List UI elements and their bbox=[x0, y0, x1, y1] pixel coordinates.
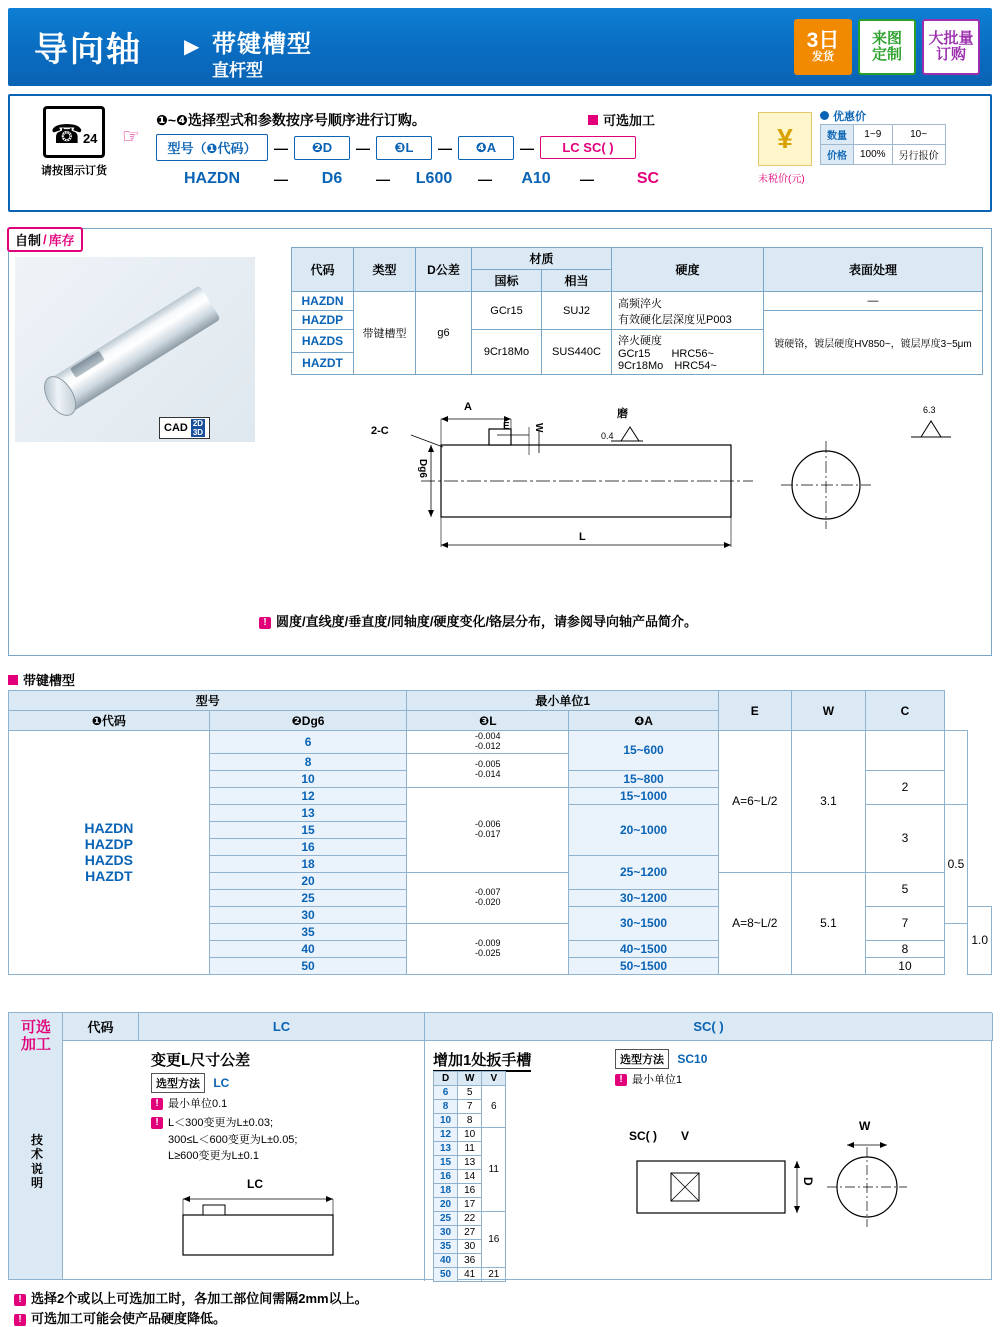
dwv-d-18: 18 bbox=[434, 1184, 458, 1198]
technical-drawing bbox=[291, 397, 991, 577]
price-qty-label: 数量 bbox=[821, 125, 854, 145]
dwv-w-15: 13 bbox=[458, 1156, 482, 1170]
cad-label: CAD bbox=[164, 422, 188, 434]
sc-dwv-table bbox=[433, 1071, 506, 1282]
lc-pane bbox=[139, 1041, 425, 1281]
sc-pick-method bbox=[615, 1049, 707, 1069]
th-dtol: D公差 bbox=[416, 248, 472, 292]
lc-unit bbox=[151, 1095, 227, 1111]
hardness-line-4b: HRC56~ bbox=[671, 348, 714, 360]
arrow-icon: ▶ bbox=[184, 36, 200, 58]
dwv-w-8: 7 bbox=[458, 1100, 482, 1114]
dim-label-e: E bbox=[503, 421, 510, 432]
badge-3day-small: 发货 bbox=[812, 51, 834, 64]
dwv-d-6: 6 bbox=[434, 1086, 458, 1100]
dwv-v-21: 21 bbox=[482, 1268, 506, 1282]
lc-body bbox=[151, 1115, 297, 1165]
main-section-label: 带键槽型 bbox=[23, 673, 76, 688]
dash-2: — bbox=[356, 139, 370, 156]
list-item bbox=[434, 1128, 506, 1142]
d-value-10: 10 bbox=[209, 770, 407, 787]
sc-title-text: 增加1处扳手槽 bbox=[433, 1052, 531, 1072]
ex-dash-2: — bbox=[376, 171, 390, 187]
header-badges bbox=[794, 19, 980, 75]
tol-2: -0.005 -0.014 bbox=[407, 753, 569, 787]
yen-icon: ¥ bbox=[758, 112, 812, 166]
tol-3: -0.006 -0.017 bbox=[407, 787, 569, 872]
dwv-w-18: 16 bbox=[458, 1184, 482, 1198]
w-value-empty-1 bbox=[866, 731, 944, 771]
d-value-40: 40 bbox=[209, 940, 407, 957]
hardness-line-5b: HRC54~ bbox=[674, 360, 717, 372]
price-table bbox=[820, 124, 946, 165]
w-value-3: 3 bbox=[866, 804, 944, 872]
c-value-10: 1.0 bbox=[968, 906, 992, 974]
badge-bulk-big: 大批量 bbox=[928, 30, 974, 48]
order-cell-a: ❹A bbox=[458, 136, 514, 160]
dwv-d-50: 50 bbox=[434, 1268, 458, 1282]
l-range-2: 15~800 bbox=[569, 770, 719, 787]
th-l: ❸L bbox=[407, 711, 569, 731]
list-item bbox=[434, 1268, 506, 1282]
ex-dash-1: — bbox=[274, 171, 288, 187]
sc-unit-text: 最小单位1 bbox=[632, 1074, 683, 1086]
tag-made: 自制 bbox=[15, 233, 42, 248]
c-value-05: 0.5 bbox=[944, 804, 968, 923]
tol-5: -0.009 -0.025 bbox=[407, 923, 569, 974]
dwv-v-6: 6 bbox=[482, 1086, 506, 1128]
lc-pick-method bbox=[151, 1073, 229, 1093]
optional-machining-title bbox=[588, 110, 655, 129]
d-value-30: 30 bbox=[209, 906, 407, 923]
dwv-w-20: 17 bbox=[458, 1198, 482, 1212]
d-value-8: 8 bbox=[209, 753, 407, 770]
phone-icon: ☎24 bbox=[43, 106, 105, 158]
lc-body-2: 300≤L＜600变更为L±0.05; bbox=[168, 1133, 298, 1146]
dwv-th-v: V bbox=[482, 1072, 506, 1086]
lc-figure-label: LC bbox=[247, 1177, 263, 1191]
dwv-w-12: 10 bbox=[458, 1128, 482, 1142]
l-range-1: 15~600 bbox=[569, 731, 719, 771]
spec-head-row-1 bbox=[292, 248, 983, 270]
option-left-title: 可选 加工 bbox=[20, 1019, 51, 1054]
example-d: D6 bbox=[321, 170, 343, 187]
footnote-1-text: 选择2个或以上可选加工时，各加工部位间需隔2mm以上。 bbox=[31, 1291, 368, 1306]
lc-pick-value: LC bbox=[213, 1076, 230, 1090]
dwv-w-13: 11 bbox=[458, 1142, 482, 1156]
sc-title bbox=[433, 1049, 531, 1070]
dwv-d-20: 20 bbox=[434, 1198, 458, 1212]
th-code-2: ❶代码 bbox=[9, 711, 210, 731]
order-instructions-box bbox=[8, 94, 992, 212]
th-w: W bbox=[791, 691, 866, 731]
shaft-body bbox=[49, 285, 221, 413]
exclamation-icon-lc2: ! bbox=[151, 1117, 163, 1129]
hardness-line-5a: 9Cr18Mo bbox=[618, 360, 664, 372]
dash-1: — bbox=[274, 139, 288, 156]
dwv-d-16: 16 bbox=[434, 1170, 458, 1184]
lc-title: 变更L尺寸公差 bbox=[151, 1052, 251, 1069]
spec-type-value: 带键槽型 bbox=[354, 292, 416, 375]
blue-dot-icon bbox=[820, 111, 829, 120]
dwv-d-13: 13 bbox=[434, 1142, 458, 1156]
option-th-lc: LC bbox=[139, 1013, 425, 1040]
d-value-13: 13 bbox=[209, 804, 407, 821]
dash-3: — bbox=[438, 139, 452, 156]
pink-square-icon-2 bbox=[8, 675, 18, 685]
optional-machining-label: 可选加工 bbox=[603, 113, 656, 128]
dwv-w-50: 41 bbox=[458, 1268, 482, 1282]
dash-4: — bbox=[520, 139, 534, 156]
dwv-w-35: 30 bbox=[458, 1240, 482, 1254]
sc-pane bbox=[425, 1041, 993, 1281]
order-code-row bbox=[156, 134, 636, 161]
option-left-column bbox=[9, 1013, 63, 1279]
price-box bbox=[758, 106, 980, 198]
th-c: C bbox=[866, 691, 944, 731]
lc-body-1: L＜300变更为L±0.03; bbox=[168, 1117, 274, 1129]
e-value-2: 5.1 bbox=[791, 872, 866, 974]
hardness-line-3: 淬火硬度 bbox=[618, 335, 662, 347]
ex-dash-4: — bbox=[580, 171, 594, 187]
pointing-hand-icon: ☞ bbox=[122, 126, 140, 148]
w-value-7: 7 bbox=[866, 906, 944, 940]
spec-surface-1: — bbox=[764, 292, 983, 311]
exclamation-icon-f1: ! bbox=[14, 1294, 26, 1306]
footnote-1 bbox=[14, 1288, 368, 1307]
dwv-w-30: 27 bbox=[458, 1226, 482, 1240]
tag-stock: 库存 bbox=[48, 233, 75, 248]
dim-label-ra04: 0.4 bbox=[601, 431, 614, 441]
tax-note: 未税价(元) bbox=[758, 174, 805, 185]
dwv-th-d: D bbox=[434, 1072, 458, 1086]
example-a: A10 bbox=[521, 170, 551, 187]
exclamation-icon-f2: ! bbox=[14, 1314, 26, 1326]
a-value-2: A=8~L/2 bbox=[718, 872, 791, 974]
dwv-d-40: 40 bbox=[434, 1254, 458, 1268]
order-cell-l: ❸L bbox=[376, 136, 432, 160]
l-range-3: 15~1000 bbox=[569, 787, 719, 804]
list-item bbox=[434, 1212, 506, 1226]
price-row-price bbox=[821, 145, 946, 165]
sc-figure bbox=[615, 1101, 985, 1271]
lc-pick-label: 选型方法 bbox=[151, 1073, 205, 1093]
dwv-d-8: 8 bbox=[434, 1100, 458, 1114]
tol-1: -0.004 -0.012 bbox=[407, 731, 569, 754]
page-header bbox=[8, 8, 992, 86]
price-title-label: 优惠价 bbox=[833, 111, 866, 123]
lc-figure bbox=[169, 1177, 369, 1271]
hardness-line-2: 有效硬化层深度见P003 bbox=[618, 313, 732, 326]
option-header-row bbox=[63, 1013, 993, 1041]
spec-code-hazdt: HAZDT bbox=[292, 352, 354, 375]
d-value-50: 50 bbox=[209, 957, 407, 974]
th-model: 型号 bbox=[9, 691, 407, 711]
price-price-v1: 100% bbox=[854, 145, 893, 165]
price-qty-v2: 10~ bbox=[892, 125, 945, 145]
cad-3d-label: 3D bbox=[192, 428, 204, 437]
th-surface: 表面处理 bbox=[764, 248, 983, 292]
table-row bbox=[9, 731, 992, 754]
model-code-1: HAZDN bbox=[84, 820, 134, 837]
sc-figure-label: SC( ) bbox=[629, 1129, 657, 1143]
l-range-7: 30~1500 bbox=[569, 906, 719, 940]
hardness-line-4a: GCr15 bbox=[618, 348, 651, 360]
spec-hardness-1 bbox=[612, 292, 764, 330]
w-value-2: 2 bbox=[866, 770, 944, 804]
a-value-1: A=6~L/2 bbox=[718, 731, 791, 873]
w-value-8: 8 bbox=[866, 940, 944, 957]
sc-figure-w-label: W bbox=[859, 1119, 871, 1133]
dim-label-a: A bbox=[464, 401, 472, 413]
exclamation-icon-lc: ! bbox=[151, 1098, 163, 1110]
badge-custom-big: 来图 bbox=[871, 30, 902, 48]
l-range-6: 30~1200 bbox=[569, 889, 719, 906]
th-minunit: 最小单位1 bbox=[407, 691, 718, 711]
dimension-table bbox=[8, 690, 992, 975]
badge-bulk-small: 订购 bbox=[935, 46, 966, 63]
l-range-4: 20~1000 bbox=[569, 804, 719, 855]
dwv-w-40: 36 bbox=[458, 1254, 482, 1268]
tol-4: -0.007 -0.020 bbox=[407, 872, 569, 923]
w-value-10: 10 bbox=[866, 957, 944, 974]
spec-dtol-value: g6 bbox=[416, 292, 472, 375]
dwv-d-10: 10 bbox=[434, 1114, 458, 1128]
exclamation-icon-sc: ! bbox=[615, 1074, 627, 1086]
spec-code-hazds: HAZDS bbox=[292, 330, 354, 353]
dwv-head bbox=[434, 1072, 506, 1086]
optional-machining-box bbox=[8, 1012, 992, 1280]
pink-square-icon bbox=[588, 115, 598, 125]
th-dg6: ❷Dg6 bbox=[209, 711, 407, 731]
spec-code-hazdn: HAZDN bbox=[292, 292, 354, 311]
l-range-9: 50~1500 bbox=[569, 957, 719, 974]
sc-figure-v-label: V bbox=[681, 1129, 690, 1143]
spec-note-text: 圆度/直线度/垂直度/同轴度/硬度变化/铬层分布，请参阅导向轴产品简介。 bbox=[276, 614, 698, 629]
example-l: L600 bbox=[415, 170, 453, 187]
option-left-subtitle: 技 术 说 明 bbox=[30, 1133, 43, 1191]
main-head-row-1 bbox=[9, 691, 992, 711]
phone-order-icon bbox=[28, 106, 120, 186]
product-photo bbox=[15, 257, 255, 442]
price-title bbox=[820, 108, 866, 124]
lc-body-3: L≥600变更为L±0.1 bbox=[168, 1150, 259, 1162]
badge-3day bbox=[794, 19, 852, 75]
spec-note bbox=[259, 611, 697, 630]
ex-dash-3: — bbox=[478, 171, 492, 187]
spec-hardness-2 bbox=[612, 330, 764, 375]
order-cell-optional: LC SC( ) bbox=[540, 136, 636, 159]
spec-surface-2: 镀硬铬，镀层硬度HV850~，镀层厚度3~5μm bbox=[764, 311, 983, 375]
list-item bbox=[434, 1086, 506, 1100]
th-equiv: 相当 bbox=[542, 270, 612, 292]
dwv-w-25: 22 bbox=[458, 1212, 482, 1226]
spec-gb-1: GCr15 bbox=[472, 292, 542, 330]
spec-code-hazdp: HAZDP bbox=[292, 311, 354, 330]
made-stock-tag bbox=[7, 227, 83, 252]
model-code-4: HAZDT bbox=[85, 868, 133, 885]
dim-label-d: Dg6 bbox=[417, 459, 428, 478]
footnote-2 bbox=[14, 1308, 226, 1327]
e-value-1: 3.1 bbox=[791, 731, 866, 873]
dwv-v-16: 16 bbox=[482, 1212, 506, 1268]
dim-label-ra63: 6.3 bbox=[923, 405, 936, 415]
option-th-code: 代码 bbox=[63, 1013, 139, 1040]
price-row-qty bbox=[821, 125, 946, 145]
specification-box bbox=[8, 228, 992, 656]
price-qty-v1: 1~9 bbox=[854, 125, 893, 145]
phone-caption: 请按图示订货 bbox=[41, 165, 107, 177]
dim-label-l: L bbox=[579, 531, 586, 543]
order-cell-model: 型号（❶代码） bbox=[156, 134, 268, 161]
phone-hours: 24 bbox=[82, 131, 98, 146]
badge-bulk bbox=[922, 19, 980, 75]
dwv-th-w: W bbox=[458, 1072, 482, 1086]
l-range-5: 25~1200 bbox=[569, 855, 719, 889]
badge-custom bbox=[858, 19, 916, 75]
tag-slash: / bbox=[43, 232, 47, 247]
exclamation-icon: ! bbox=[259, 617, 271, 629]
example-model: HAZDN bbox=[184, 170, 240, 187]
d-value-35: 35 bbox=[209, 923, 407, 940]
dwv-w-10: 8 bbox=[458, 1114, 482, 1128]
badge-3day-big: 3日 bbox=[806, 29, 840, 53]
page-title: 导向轴 bbox=[34, 31, 142, 69]
l-range-8: 40~1500 bbox=[569, 940, 719, 957]
th-material: 材质 bbox=[472, 248, 612, 270]
d-value-25: 25 bbox=[209, 889, 407, 906]
d-value-18: 18 bbox=[209, 855, 407, 872]
spec-eq-1: SUJ2 bbox=[542, 292, 612, 330]
cad-2d-label: 2D bbox=[192, 419, 204, 428]
th-gb: 国标 bbox=[472, 270, 542, 292]
d-value-16: 16 bbox=[209, 838, 407, 855]
dwv-d-15: 15 bbox=[434, 1156, 458, 1170]
model-codes-cell bbox=[9, 731, 210, 975]
d-value-6: 6 bbox=[209, 731, 407, 754]
sc-figure-d-label: D bbox=[801, 1177, 815, 1186]
spec-gb-2: 9Cr18Mo bbox=[472, 330, 542, 375]
dim-label-chamfer: 2-C bbox=[371, 425, 389, 437]
footnote-2-text: 可选加工可能会使产品硬度降低。 bbox=[31, 1311, 227, 1326]
c-value-empty-1 bbox=[944, 731, 968, 805]
badge-custom-small: 定制 bbox=[871, 46, 902, 63]
dwv-w-6: 5 bbox=[458, 1086, 482, 1100]
example-optional: SC bbox=[636, 170, 660, 187]
w-value-5: 5 bbox=[866, 872, 944, 906]
dwv-d-30: 30 bbox=[434, 1226, 458, 1240]
header-subtitle-2: 直杆型 bbox=[212, 61, 263, 80]
dwv-w-16: 14 bbox=[458, 1170, 482, 1184]
sc-pick-value: SC10 bbox=[677, 1052, 708, 1066]
lc-unit-text: 最小单位0.1 bbox=[168, 1098, 228, 1110]
main-section-title bbox=[8, 670, 75, 689]
dwv-d-12: 12 bbox=[434, 1128, 458, 1142]
price-price-v2: 另行报价 bbox=[892, 145, 945, 165]
model-code-3: HAZDS bbox=[84, 852, 133, 869]
order-instruction-text: ❶~❹选择型式和参数按序号顺序进行订购。 bbox=[156, 112, 426, 128]
dwv-d-35: 35 bbox=[434, 1240, 458, 1254]
hardness-line-1: 高频淬火 bbox=[618, 297, 662, 310]
cad-badge[interactable] bbox=[159, 417, 210, 439]
order-cell-d: ❷D bbox=[294, 136, 350, 160]
d-value-15: 15 bbox=[209, 821, 407, 838]
spec-row-hazdn bbox=[292, 292, 983, 311]
sc-unit bbox=[615, 1071, 682, 1087]
option-th-sc: SC( ) bbox=[425, 1013, 993, 1040]
dwv-d-25: 25 bbox=[434, 1212, 458, 1226]
order-example-row bbox=[156, 170, 696, 188]
th-code: 代码 bbox=[292, 248, 354, 292]
th-type: 类型 bbox=[354, 248, 416, 292]
th-e: E bbox=[718, 691, 791, 731]
dwv-v-11: 11 bbox=[482, 1128, 506, 1212]
th-a: ❹A bbox=[569, 711, 719, 731]
price-price-label: 价格 bbox=[821, 145, 854, 165]
model-code-2: HAZDP bbox=[84, 836, 133, 853]
d-value-12: 12 bbox=[209, 787, 407, 804]
material-spec-table bbox=[291, 247, 983, 375]
header-subtitle-1: 带键槽型 bbox=[212, 31, 312, 58]
dim-label-w: W bbox=[533, 423, 544, 433]
spec-eq-2: SUS440C bbox=[542, 330, 612, 375]
dim-label-grind: 磨 bbox=[617, 408, 628, 420]
shaft-illustration bbox=[33, 259, 238, 437]
th-hardness: 硬度 bbox=[612, 248, 764, 292]
sc-pick-label: 选型方法 bbox=[615, 1049, 669, 1069]
d-value-20: 20 bbox=[209, 872, 407, 889]
